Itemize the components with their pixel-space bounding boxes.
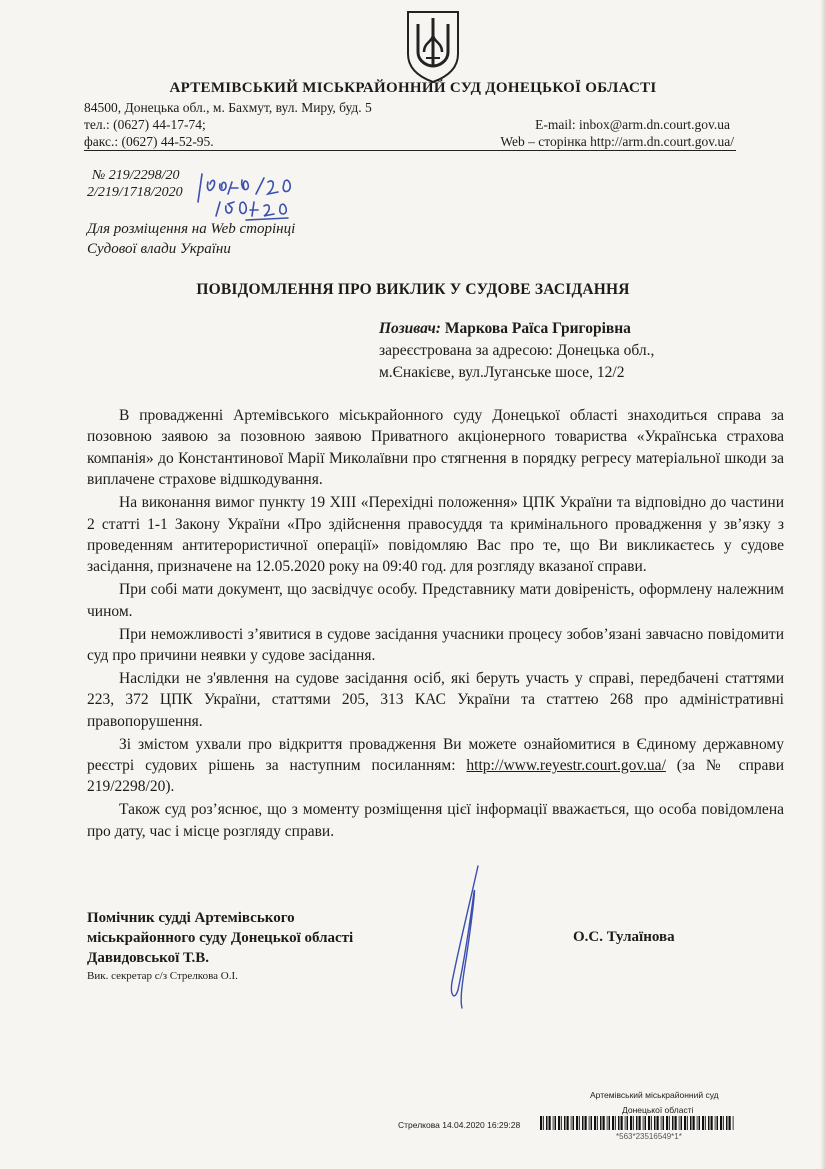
barcode-code: *563*23516549*1* — [616, 1132, 682, 1141]
court-website: Web – сторінка http://arm.dn.court.gov.ua/ — [500, 134, 734, 149]
placement-note-line2: Судової влади України — [87, 241, 231, 257]
signer-name: О.С. Тулаїнова — [573, 929, 675, 945]
court-email: E-mail: inbox@arm.dn.court.gov.ua — [535, 117, 730, 132]
notice-body — [87, 405, 784, 844]
paragraph-documents: При собі мати документ, що засвідчує особу. Представнику мати довіреність, оформлену належним чином. — [87, 581, 784, 620]
plaintiff-label: Позивач: — [379, 320, 441, 337]
plaintiff-address-line1: зареєстрована за адресою: Донецька обл., — [379, 342, 655, 359]
court-fax: факс.: (0627) 44-52-95. — [84, 134, 214, 149]
paragraph-summons: На виконання вимог пункту 19 ХІІІ «Перехідні положення» ЦПК України та відповідно до частини 2 статті 1-1 Закону України «Про здійснення правосуддя та кримінального провадження у зв’язку з проведенням антитерористичної операції» повідомляю Вас про те, що Ви викликаєтесь у судове засідання, призначене на 12.05.2020 року на 09:40 год. для розгляду вказаної справи. — [87, 494, 784, 576]
footer-court-line2: Донецької області — [622, 1105, 694, 1115]
footer-timestamp: Стрелкова 14.04.2020 16:29:28 — [398, 1120, 521, 1130]
footer-stamp — [398, 1090, 738, 1150]
signatory-line3: Давидовської Т.В. — [87, 950, 210, 966]
barcode-icon — [540, 1116, 736, 1130]
registry-text-after: (за № справи 219/2298/20). — [87, 757, 784, 796]
trident-emblem-icon — [404, 8, 462, 84]
plaintiff-address-line2: м.Єнакієве, вул.Луганське шосе, 12/2 — [379, 364, 625, 381]
court-name: АРТЕМІВСЬКИЙ МІСЬКРАЙОННИЙ СУД ДОНЕЦЬКОЇ ОБЛАСТІ — [169, 80, 657, 96]
case-number: № 219/2298/20 — [92, 168, 180, 183]
registry-link[interactable]: http://www.reyestr.court.gov.ua/ — [466, 757, 666, 774]
footer-court-line1: Артемівський міськрайонний суд — [590, 1090, 719, 1100]
paragraph-case: В провадженні Артемівського міськрайонного суду Донецької області знаходиться справа за позовною заявою за позовною заявою Приватного акціонерного товариства «Українська страхова компанія» до Константинової Марії Миколаївни про стягнення в порядку регресу матеріальної шкоди за виплачене страхове відшкодування. — [87, 407, 784, 489]
placement-note — [87, 219, 295, 259]
court-phone: тел.: (0627) 44-17-74; — [84, 117, 206, 132]
paragraph-notification: Також суд роз’яснює, що з моменту розміщення цієї інформації вважається, що особа повідомлена про дату, час і місце розгляду справи. — [87, 801, 784, 840]
page-edge-shadow — [820, 0, 826, 1169]
paragraph-registry — [87, 734, 784, 798]
secretary-note: Вик. секретар с/з Стрелкова О.І. — [87, 970, 238, 982]
document-title: ПОВІДОМЛЕННЯ ПРО ВИКЛИК У СУДОВЕ ЗАСІДАННЯ — [196, 281, 630, 298]
paragraph-consequences: Наслідки не з'явлення на судове засідання осіб, які беруть участь у справі, передбачені статтями 223, 372 ЦПК України, статтями 205, 313 КАС України та статтею 268 про адміністративні правопорушення. — [87, 669, 784, 730]
signatory-line2: міськрайонного суду Донецької області — [87, 930, 354, 946]
signatory-line1: Помічник судді Артемівського — [87, 910, 295, 926]
handwritten-signature — [440, 862, 500, 1012]
court-address: 84500, Донецька обл., м. Бахмут, вул. Миру, буд. 5 — [84, 100, 372, 115]
header-divider — [84, 150, 736, 151]
signatory-block — [87, 908, 353, 968]
plaintiff-block — [379, 318, 654, 384]
plaintiff-name: Маркова Раїса Григорівна — [444, 320, 631, 337]
registry-text-before: Зі змістом ухвали про відкриття провадження Ви можете ознайомитися в Єдиному державному реєстрі судових рішень за наступним посиланням: — [87, 735, 784, 774]
handwritten-registration-note — [196, 172, 316, 224]
placement-note-line1: Для розміщення на Web сторінці — [87, 221, 296, 237]
paragraph-absence: При неможливості з’явитися в судове засідання учасники процесу зобов’язані завчасно повідомити суд про причини неявки у судове засідання. — [87, 625, 784, 664]
proceeding-number: 2/219/1718/2020 — [87, 185, 183, 200]
